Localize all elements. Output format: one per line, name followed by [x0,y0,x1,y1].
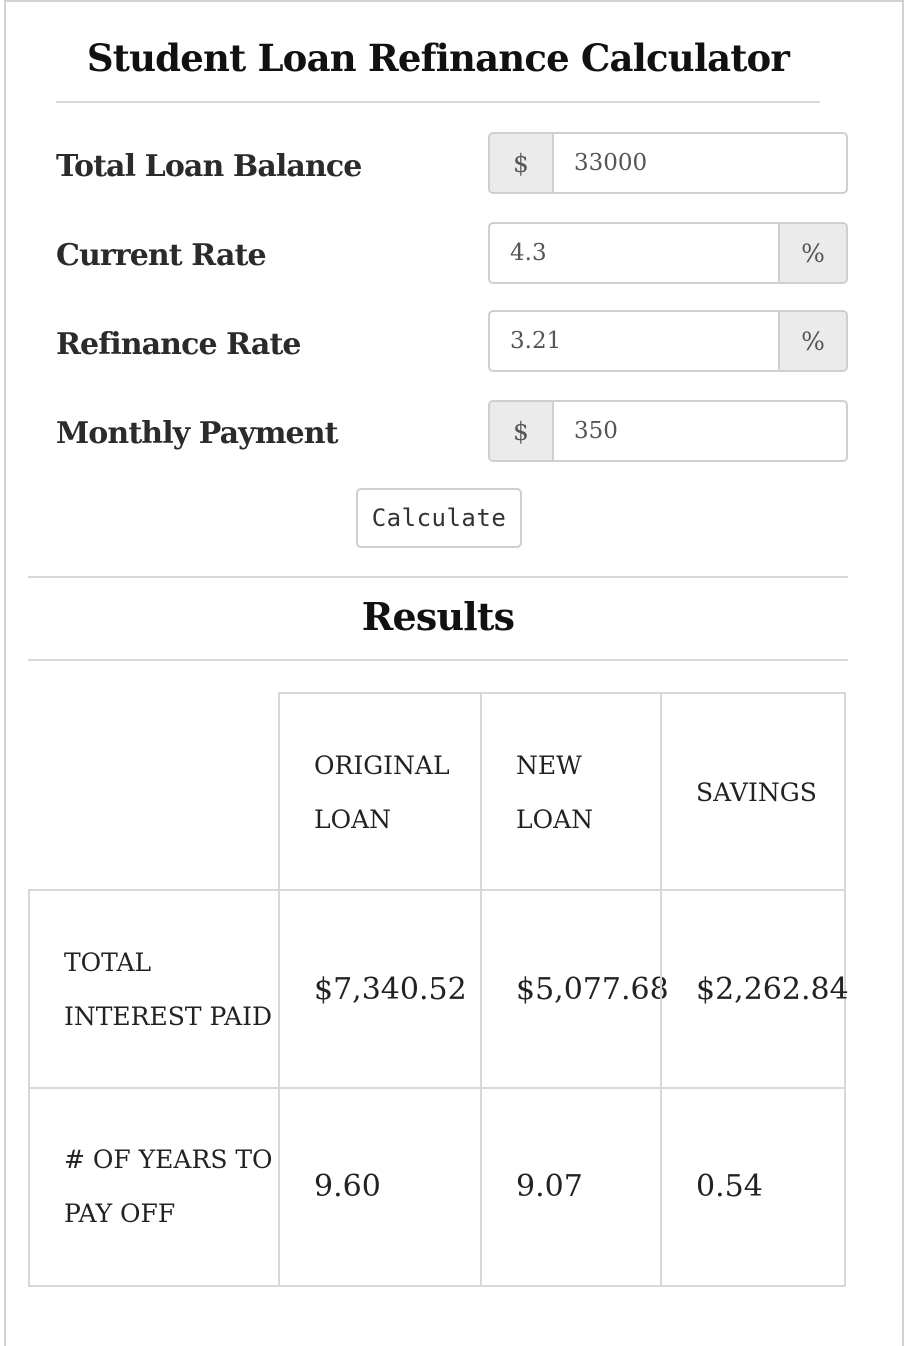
percent-addon: % [778,224,846,282]
column-header-new-loan: NEW LOAN [480,692,661,891]
title-divider [56,101,820,103]
column-header-original-loan: ORIGINAL LOAN [278,692,481,891]
results-top-divider [28,576,848,578]
refinance-rate-label: Refinance Rate [56,327,301,362]
calculate-button[interactable]: Calculate [356,488,522,548]
refinance-rate-input[interactable] [490,312,778,370]
total-loan-balance-label: Total Loan Balance [56,149,362,184]
page-title: Student Loan Refinance Calculator [86,36,790,80]
monthly-payment-field [488,400,848,462]
refinance-rate-field [488,310,848,372]
table-cell: 0.54 [660,1087,846,1287]
row-label-years-to-pay-off: # OF YEARS TO PAY OFF [28,1087,279,1287]
table-cell: 9.07 [480,1087,661,1287]
dollar-addon: $ [490,134,554,192]
table-cell: $2,262.84 [660,889,846,1089]
results-title: Results [361,594,515,639]
results-bottom-divider [28,659,848,661]
current-rate-label: Current Rate [56,238,266,273]
monthly-payment-input[interactable] [554,402,846,460]
current-rate-field [488,222,848,284]
table-cell: 9.60 [278,1087,481,1287]
total-loan-balance-input[interactable] [554,134,846,192]
table-cell: $5,077.68 [480,889,661,1089]
monthly-payment-label: Monthly Payment [56,416,338,451]
column-header-savings: SAVINGS [660,692,846,891]
row-label-total-interest-paid: TOTAL INTEREST PAID [28,889,279,1089]
total-loan-balance-field [488,132,848,194]
current-rate-input[interactable] [490,224,778,282]
table-cell: $7,340.52 [278,889,481,1089]
dollar-addon: $ [490,402,554,460]
percent-addon: % [778,312,846,370]
